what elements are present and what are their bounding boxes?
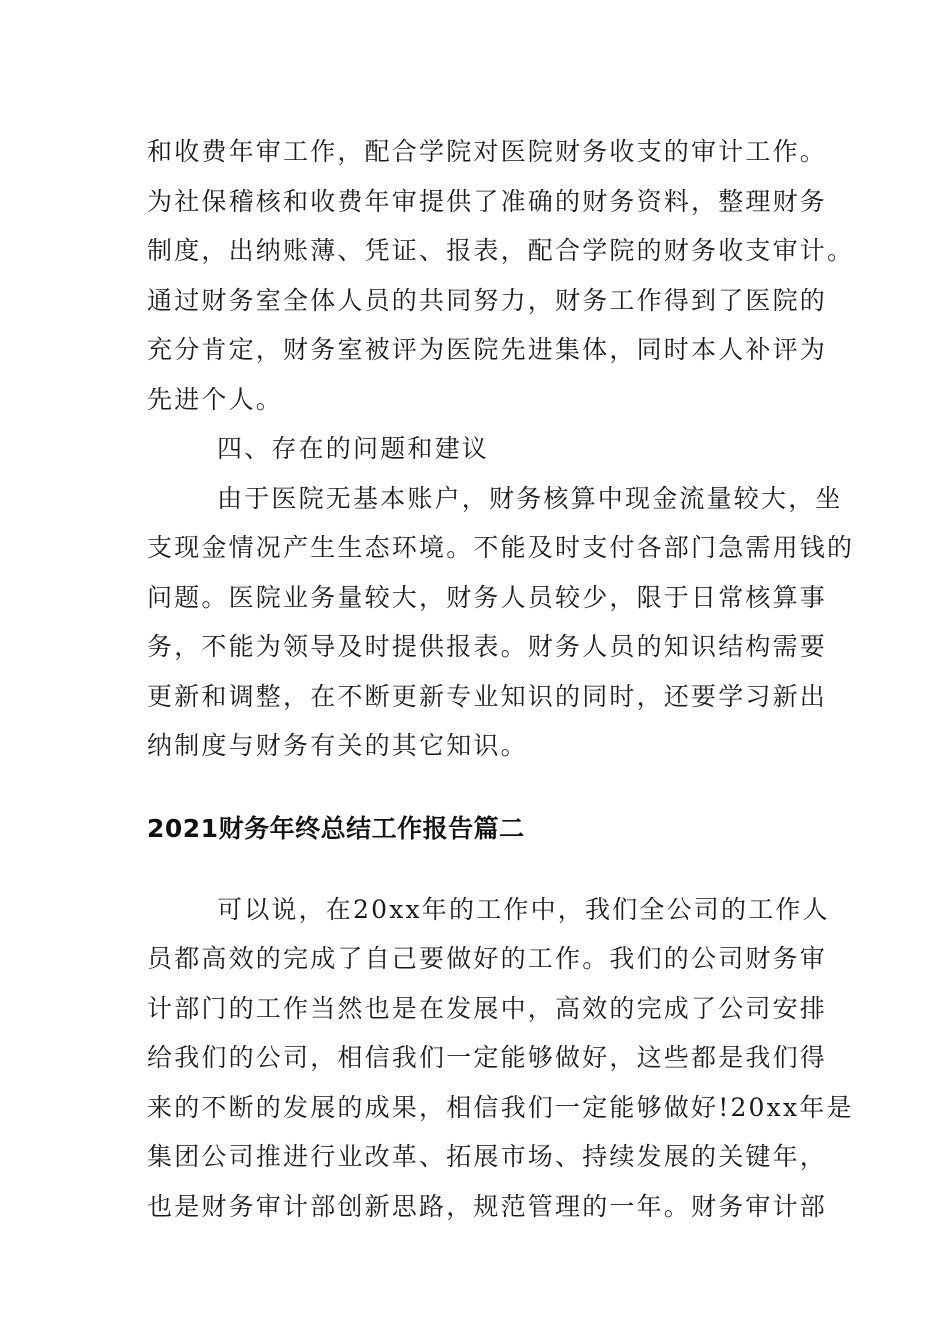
document-body	[147, 127, 855, 1231]
paragraph-line: 务，不能为领导及时提供报表。财务人员的知识结构需要	[147, 632, 828, 661]
section-subheading: 四、存在的问题和建议	[217, 434, 490, 463]
paragraph-line: 为社保稽核和收费年审提供了准确的财务资料，整理财务	[147, 186, 828, 216]
paragraph-line: 通过财务室全体人员的共同努力，财务工作得到了医院的	[147, 285, 828, 315]
paragraph-line: 可以说，在20xx年的工作中，我们全公司的工作人	[217, 894, 830, 924]
paragraph-line: 给我们的公司，相信我们一定能够做好，这些都是我们得	[147, 1043, 828, 1072]
paragraph-line: 支现金情况产生生态环境。不能及时支付各部门急需用钱的	[147, 533, 855, 562]
paragraph-line: 集团公司推进行业改革、拓展市场、持续发展的关键年，	[147, 1142, 828, 1171]
paragraph-line: 来的不断的发展的成果，相信我们一定能够做好!20xx年是	[147, 1092, 854, 1122]
paragraph-line: 充分肯定，财务室被评为医院先进集体，同时本人补评为	[147, 335, 828, 364]
article-title: 2021财务年终总结工作报告篇二	[147, 813, 525, 843]
paragraph-line: 和收费年审工作，配合学院对医院财务收支的审计工作。	[147, 137, 828, 166]
paragraph-line: 由于医院无基本账户，财务核算中现金流量较大，坐	[217, 483, 843, 513]
paragraph-line: 制度，出纳账薄、凭证、报表，配合学院的财务收支审计。	[147, 236, 855, 265]
paragraph-line: 也是财务审计部创新思路，规范管理的一年。财务审计部	[147, 1191, 828, 1221]
paragraph-line: 纳制度与财务有关的其它知识。	[147, 731, 528, 760]
paragraph-line: 计部门的工作当然也是在发展中，高效的完成了公司安排	[147, 993, 828, 1023]
paragraph-line: 问题。医院业务量较大，财务人员较少，限于日常核算事	[147, 582, 828, 612]
paragraph-line: 更新和调整，在不断更新专业知识的同时，还要学习新出	[147, 681, 828, 711]
paragraph-line: 先进个人。	[147, 384, 284, 414]
paragraph-line: 员都高效的完成了自己要做好的工作。我们的公司财务审	[147, 944, 828, 973]
